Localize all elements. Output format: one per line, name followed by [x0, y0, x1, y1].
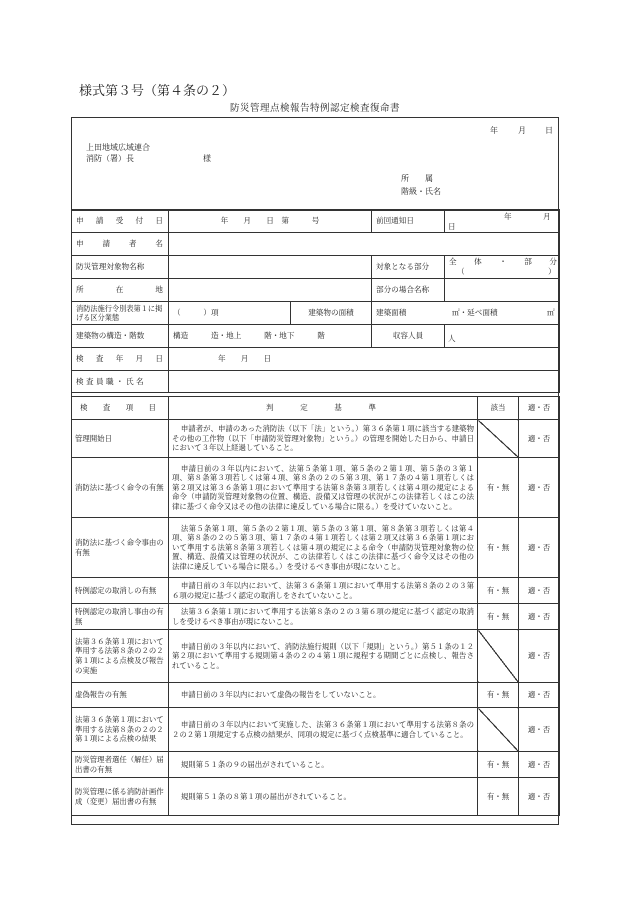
check-row: [72, 630, 560, 683]
check-result[interactable]: 適・否: [519, 778, 560, 816]
header-criterion: 判 定 基 準: [169, 397, 478, 420]
check-result[interactable]: 適・否: [519, 458, 560, 518]
location-label: 所 在 地: [72, 279, 169, 302]
header-applicable: 該当: [478, 397, 519, 420]
area-values[interactable]: [372, 302, 560, 325]
rank-name-label: 階級・氏名: [401, 187, 441, 196]
document-title: 防災管理点検報告特例認定検査復命書: [229, 103, 400, 114]
inspection-check-table: [71, 396, 560, 816]
check-applicable[interactable]: 有・無: [478, 752, 519, 778]
check-row: [72, 518, 560, 578]
check-result[interactable]: 適・否: [519, 708, 560, 752]
check-criterion: 申請日前の３年以内において虚偽の報告をしていないこと。: [169, 683, 478, 708]
addressee-line2: 消防（署）長: [86, 154, 134, 163]
header-result: 適・否: [519, 397, 560, 420]
check-result[interactable]: 適・否: [519, 518, 560, 578]
target-part-value[interactable]: [445, 256, 560, 279]
object-name-row: [72, 256, 560, 279]
check-criterion: 法第３６条第１項において準用する法第８条の２の３第６項の規定に基づく認定の取消しを受けるべき事由が現にないこと。: [169, 604, 478, 630]
capacity-unit: 人: [448, 334, 456, 343]
check-applicable[interactable]: 有・無: [478, 604, 519, 630]
report-header: [72, 118, 558, 211]
receipt-row: [72, 210, 560, 233]
prev-year-label: 年: [504, 212, 512, 221]
inspection-date-value[interactable]: 年 月 日: [169, 348, 560, 371]
inspection-date-row: [72, 348, 560, 371]
target-part-choice: 全 体 ・ 部 分: [449, 257, 557, 266]
check-item: 防災管理に係る消防計画作成（変更）届出書の有無: [72, 778, 169, 816]
check-criterion: 申請日前の３年以内において、消防法施行規則（以下「規則」という。）第５１条の１２第２項において準用する規則第４条の２の４第１項に規程する期間ごとに点検し、報告されていること。: [169, 630, 478, 683]
check-item: 特例認定の取消しの有無: [72, 578, 169, 604]
prev-month-label: 月: [543, 212, 551, 221]
check-criterion: 規則第５１条の９の届出がされていること。: [169, 752, 478, 778]
inspector-row: [72, 371, 560, 393]
category-value[interactable]: （ ）項: [169, 302, 291, 325]
check-applicable-na: [478, 708, 519, 752]
addressee-line1: 上田地域広域連合: [86, 143, 150, 152]
structure-value[interactable]: 構造 造・地上 階・地下 階: [169, 325, 372, 348]
object-name-value[interactable]: [169, 256, 372, 279]
check-result[interactable]: 適・否: [519, 683, 560, 708]
floor-area-label: 建築面積: [376, 308, 407, 317]
structure-row: [72, 325, 560, 348]
check-applicable[interactable]: 有・無: [478, 518, 519, 578]
check-result[interactable]: 適・否: [519, 604, 560, 630]
category-label: 消防法施行令別表第１に掲げる区分業態: [72, 302, 169, 325]
date-day-label: 日: [545, 126, 553, 135]
check-criterion: 申請日前の３年以内において、法第５条第１項、第５条の２第１項、第５条の３第１項、第８条第３項若しくは第４項、第８条の２の５第３項、第１７条の４第１項若しくは第２項又は第３６条第１項において準用する法第８条第３項若しくは第４項の規定による命令（申請防災管理対象物の位置、構造、設備又は管理の状況がこの法律若しくはこの法律に基づく命令又はその他の法律に違反している場合に限る。）を受けていないこと。: [169, 458, 478, 518]
total-area-unit: ㎡: [547, 308, 555, 317]
check-result[interactable]: 適・否: [519, 630, 560, 683]
floor-area-unit: ㎡・延べ面積: [452, 308, 498, 317]
part-name-label: 部分の場合名称: [372, 279, 445, 302]
check-criterion: 規則第５１条の８第１項の届出がされていること。: [169, 778, 478, 816]
receipt-date-value[interactable]: 年 月 日 第 号: [169, 210, 372, 233]
check-applicable-na: [478, 420, 519, 458]
check-result[interactable]: 適・否: [519, 752, 560, 778]
check-result[interactable]: 適・否: [519, 578, 560, 604]
check-criterion: 申請日前の３年以内において実施した、法第３６条第１項において準用する法第８条の２の２第１項規定する点検の結果が、同項の規定に基づく点検基準に適合していること。: [169, 708, 478, 752]
check-row: [72, 458, 560, 518]
prev-notice-date[interactable]: [445, 210, 560, 233]
check-applicable-na: [478, 630, 519, 683]
check-item: 消防法に基づく命令の有無: [72, 458, 169, 518]
check-row: [72, 778, 560, 816]
check-header-row: [72, 397, 560, 420]
check-criterion: 法第５条第１項、第５条の２第１項、第５条の３第１項、第８条第３項若しくは第４項、第８条の２の５第３項、第１７条の４第１項若しくは第２項又は第３６条第１項において準用する法第８条第３項若しくは第４項の規定による命令（申請防災管理対象物の位置、構造、設備又は管理の状況が、この法律若しくはこの法律に基づく命令又はその他の法律に違反している場合に限る。）を受けるべき事由が現にないこと。: [169, 518, 478, 578]
structure-label: 建築物の構造・階数: [72, 325, 169, 348]
check-applicable[interactable]: 有・無: [478, 458, 519, 518]
check-row: [72, 420, 560, 458]
target-part-label: 対象となる部分: [372, 256, 445, 279]
affiliation-label: 所 属: [401, 174, 433, 183]
check-item: 虚偽報告の有無: [72, 683, 169, 708]
form-number: 様式第３号（第４条の２）: [79, 84, 236, 99]
location-row: [72, 279, 560, 302]
prev-notice-label: 前回通知日: [372, 210, 445, 233]
part-name-value[interactable]: [445, 279, 560, 302]
date-year-label: 年: [490, 126, 498, 135]
check-result[interactable]: 適・否: [519, 420, 560, 458]
target-part-paren: （ ）: [457, 267, 556, 276]
header-inspection-item: 検 査 項 目: [72, 397, 169, 420]
check-applicable[interactable]: 有・無: [478, 778, 519, 816]
check-item: 管理開始日: [72, 420, 169, 458]
check-row: [72, 708, 560, 752]
check-row: [72, 683, 560, 708]
check-item: 消防法に基づく命令事由の有無: [72, 518, 169, 578]
check-item: 法第３６条第１項において準用する法第８条の２の２第１項による点検及び報告の実施: [72, 630, 169, 683]
check-item: 法第３６条第１項において準用する法第８条の２の２第１項による点検の結果: [72, 708, 169, 752]
check-row: [72, 752, 560, 778]
applicant-value[interactable]: [169, 233, 560, 256]
receipt-date-label: 申 請 受 付 日: [72, 210, 169, 233]
application-table: [71, 209, 560, 393]
check-item: 防災管理者選任（解任）届出書の有無: [72, 752, 169, 778]
check-item: 特例認定の取消し事由の有無: [72, 604, 169, 630]
check-applicable[interactable]: 有・無: [478, 578, 519, 604]
check-row: [72, 604, 560, 630]
prev-day-label: 日: [448, 222, 456, 231]
inspection-date-label: 検 査 年 月 日: [72, 348, 169, 371]
check-row: [72, 578, 560, 604]
check-applicable[interactable]: 有・無: [478, 683, 519, 708]
object-name-label: 防災管理対象物名称: [72, 256, 169, 279]
building-area-label: 建築物の面積: [291, 302, 372, 325]
check-criterion: 申請日前の３年以内において、法第３６条第１項において準用する法第８条の２の３第６項の規定に基づく認定の取消しをされていないこと。: [169, 578, 478, 604]
category-row: [72, 302, 560, 325]
inspector-label: 検 査 員 職 ・ 氏 名: [72, 371, 169, 393]
location-value[interactable]: [169, 279, 372, 302]
capacity-label: 収容人員: [372, 325, 445, 348]
date-month-label: 月: [518, 126, 526, 135]
check-criterion: 申請者が、申請のあった消防法（以下「法」という。）第３６条第１項に該当する建築物その他の工作物（以下「申請防災管理対象物」という。）の管理を開始した日から、申請日において３年以上経過していること。: [169, 420, 478, 458]
inspector-value[interactable]: [169, 371, 560, 393]
applicant-label: 申 請 者 名: [72, 233, 169, 256]
applicant-row: [72, 233, 560, 256]
capacity-value[interactable]: [445, 325, 560, 348]
honorific: 様: [203, 154, 211, 163]
